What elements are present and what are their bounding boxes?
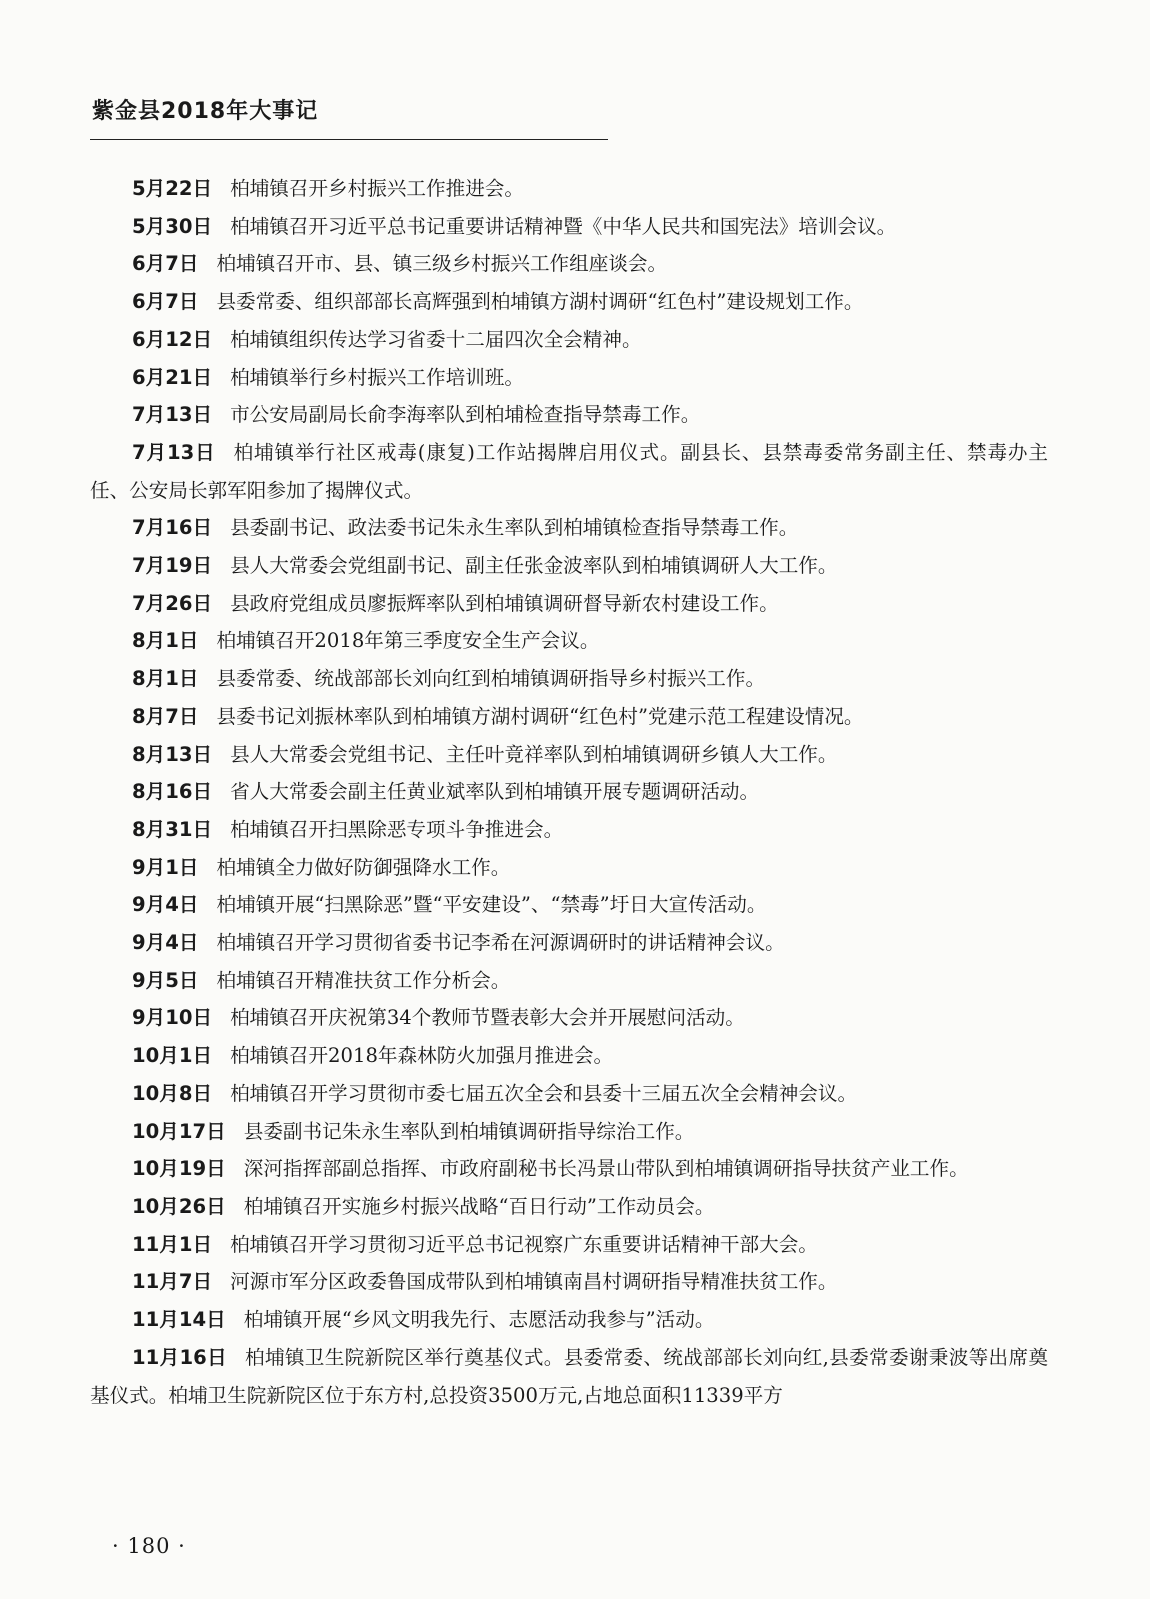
entry-text: 柏埔镇召开学习贯彻市委七届五次全会和县委十三届五次全会精神会议。 [230, 1081, 858, 1105]
entry-text: 柏埔镇召开乡村振兴工作推进会。 [230, 177, 524, 200]
entry-date: 5月22日 [132, 177, 213, 200]
entry-text: 柏埔镇召开学习贯彻省委书记李希在河源调研时的讲话精神会议。 [216, 931, 785, 955]
entry-text: 县政府党组成员廖振辉率队到柏埔镇调研督导新农村建设工作。 [230, 591, 779, 615]
chronicle-entry [90, 245, 1048, 283]
entry-text: 省人大常委会副主任黄业斌率队到柏埔镇开展专题调研活动。 [230, 780, 760, 804]
chronicle-entry [90, 660, 1048, 698]
chronicle-entry [90, 698, 1048, 736]
entry-date: 6月7日 [132, 252, 199, 276]
entry-date: 10月19日 [132, 1157, 226, 1181]
entry-date: 10月1日 [132, 1044, 213, 1068]
chronicle-entry [90, 1301, 1048, 1339]
entry-text: 县人大常委会党组副书记、副主任张金波率队到柏埔镇调研人大工作。 [230, 554, 838, 578]
chronicle-entry [90, 1226, 1048, 1264]
entry-text: 柏埔镇召开2018年第三季度安全生产会议。 [216, 629, 600, 653]
chronicle-entry [90, 1188, 1048, 1226]
entry-date: 11月16日 [132, 1345, 228, 1369]
chronicle-entry [90, 283, 1048, 321]
entry-text: 深河指挥部副总指挥、市政府副秘书长冯景山带队到柏埔镇调研指导扶贫产业工作。 [243, 1157, 969, 1181]
entry-date: 7月13日 [132, 403, 213, 427]
chronicle-entry [90, 1075, 1048, 1113]
entry-date: 9月5日 [132, 968, 199, 992]
chronicle-entry [90, 321, 1048, 359]
chronicle-entry [90, 396, 1048, 434]
chronicle-entry [90, 547, 1048, 585]
chronicle-entry [90, 962, 1048, 1000]
entry-date: 8月16日 [132, 780, 213, 804]
entry-text: 柏埔镇卫生院新院区举行奠基仪式。县委常委、统战部部长刘向红,县委常委谢秉波等出席奠基仪式。柏埔卫生院新院区位于东方村,总投资3500万元,占地总面积11339平方 [90, 1345, 1048, 1407]
entry-date: 6月7日 [132, 290, 199, 314]
entry-date: 10月8日 [132, 1081, 213, 1105]
entry-date: 6月12日 [132, 327, 213, 351]
entry-date: 11月14日 [132, 1308, 226, 1332]
entry-date: 7月19日 [132, 554, 213, 578]
header-rule [90, 139, 608, 140]
chronicle-entry [90, 811, 1048, 849]
entry-date: 8月1日 [132, 629, 199, 653]
entry-text: 县委书记刘振林率队到柏埔镇方湖村调研“红色村”党建示范工程建设情况。 [216, 704, 864, 728]
entry-text: 县委常委、统战部部长刘向红到柏埔镇调研指导乡村振兴工作。 [216, 667, 766, 691]
chronicle-entry [90, 773, 1048, 811]
chronicle-entries [90, 170, 1048, 1414]
entry-text: 柏埔镇开展“扫黑除恶”暨“平安建设”、“禁毒”圩日大宣传活动。 [216, 893, 767, 917]
chronicle-entry [90, 509, 1048, 547]
entry-text: 县委副书记朱永生率队到柏埔镇调研指导综治工作。 [243, 1119, 695, 1143]
entry-text: 柏埔镇召开2018年森林防火加强月推进会。 [230, 1044, 614, 1068]
chronicle-entry [90, 434, 1048, 509]
entry-date: 11月1日 [132, 1232, 213, 1256]
entry-text: 柏埔镇召开学习贯彻习近平总书记视察广东重要讲话精神干部大会。 [230, 1232, 818, 1256]
entry-text: 柏埔镇召开庆祝第34个教师节暨表彰大会并开展慰问活动。 [230, 1006, 745, 1030]
entry-date: 6月21日 [132, 365, 213, 389]
entry-date: 10月26日 [132, 1194, 226, 1218]
entry-date: 11月7日 [132, 1270, 213, 1294]
entry-text: 市公安局副局长俞李海率队到柏埔检查指导禁毒工作。 [230, 403, 701, 427]
entry-text: 柏埔镇召开实施乡村振兴战略“百日行动”工作动员会。 [243, 1194, 715, 1218]
entry-text: 河源市军分区政委鲁国成带队到柏埔镇南昌村调研指导精准扶贫工作。 [230, 1270, 838, 1294]
entry-date: 7月26日 [132, 591, 213, 615]
chronicle-entry [90, 359, 1048, 397]
entry-text: 县委常委、组织部部长高辉强到柏埔镇方湖村调研“红色村”建设规划工作。 [216, 290, 864, 314]
chronicle-entry [90, 1150, 1048, 1188]
chronicle-entry [90, 622, 1048, 660]
entry-date: 8月7日 [132, 704, 199, 728]
entry-text: 柏埔镇召开市、县、镇三级乡村振兴工作组座谈会。 [216, 252, 668, 276]
chronicle-entry [90, 170, 1048, 208]
chronicle-entry [90, 924, 1048, 962]
entry-text: 柏埔镇举行社区戒毒(康复)工作站揭牌启用仪式。副县长、县禁毒委常务副主任、禁毒办主任、公安局长郭军阳参加了揭牌仪式。 [90, 440, 1048, 502]
chronicle-entry [90, 1339, 1048, 1414]
entry-date: 10月17日 [132, 1119, 226, 1143]
entry-text: 柏埔镇召开扫黑除恶专项斗争推进会。 [230, 817, 564, 841]
entry-date: 8月31日 [132, 817, 213, 841]
chronicle-entry [90, 886, 1048, 924]
running-header: 紫金县2018年大事记 [92, 99, 319, 124]
chronicle-entry [90, 208, 1048, 246]
entry-text: 柏埔镇全力做好防御强降水工作。 [216, 855, 511, 879]
entry-date: 9月1日 [132, 855, 199, 879]
entry-text: 柏埔镇举行乡村振兴工作培训班。 [230, 365, 524, 389]
entry-date: 5月30日 [132, 214, 213, 238]
page-number: · 180 · [112, 1534, 186, 1558]
chronicle-entry [90, 849, 1048, 887]
entry-text: 柏埔镇组织传达学习省委十二届四次全会精神。 [230, 327, 642, 351]
chronicle-entry [90, 1263, 1048, 1301]
entry-date: 9月4日 [132, 931, 199, 955]
entry-text: 柏埔镇召开习近平总书记重要讲话精神暨《中华人民共和国宪法》培训会议。 [230, 214, 897, 238]
entry-date: 7月13日 [132, 440, 216, 464]
entry-date: 9月10日 [132, 1006, 213, 1030]
chronicle-entry [90, 736, 1048, 774]
chronicle-entry [90, 585, 1048, 623]
chronicle-entry [90, 999, 1048, 1037]
entry-date: 8月1日 [132, 667, 199, 691]
entry-text: 柏埔镇召开精准扶贫工作分析会。 [216, 968, 511, 992]
entry-text: 柏埔镇开展“乡风文明我先行、志愿活动我参与”活动。 [243, 1308, 715, 1332]
entry-text: 县人大常委会党组书记、主任叶竟祥率队到柏埔镇调研乡镇人大工作。 [230, 742, 838, 766]
chronicle-entry [90, 1113, 1048, 1151]
entry-date: 9月4日 [132, 893, 199, 917]
entry-date: 8月13日 [132, 742, 213, 766]
chronicle-entry [90, 1037, 1048, 1075]
entry-text: 县委副书记、政法委书记朱永生率队到柏埔镇检查指导禁毒工作。 [230, 516, 799, 540]
entry-date: 7月16日 [132, 516, 213, 540]
